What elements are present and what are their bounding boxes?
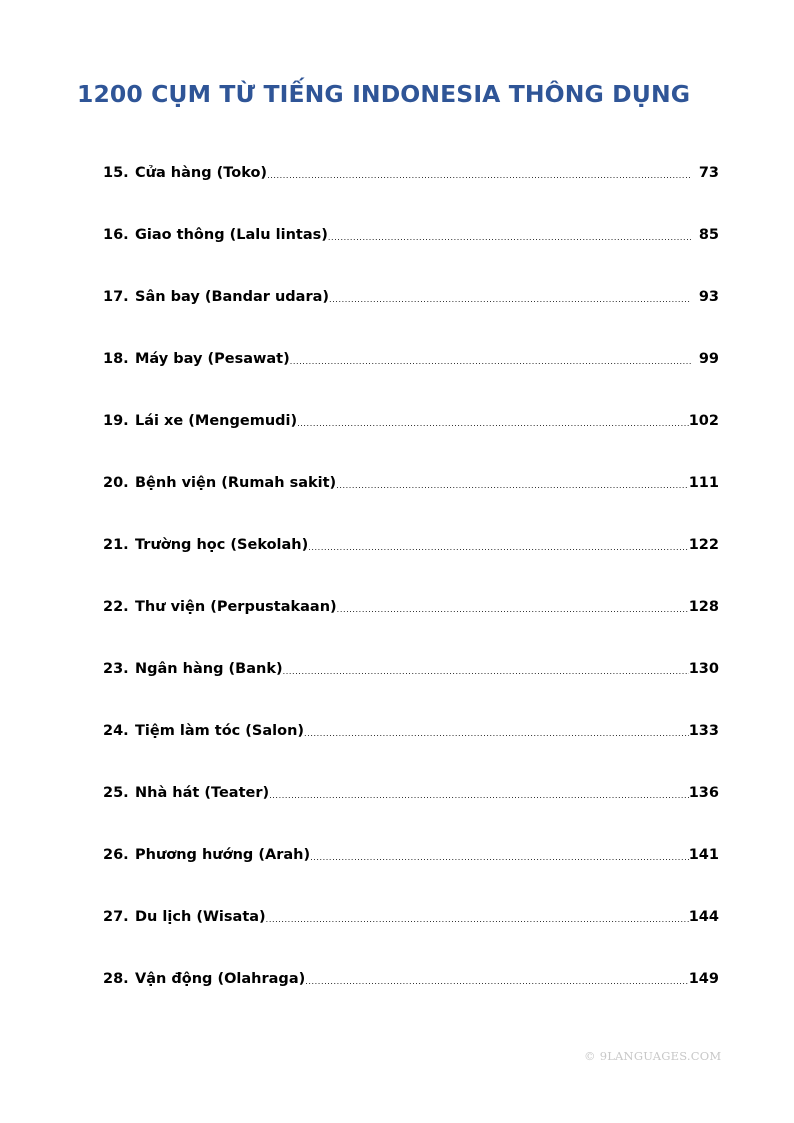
- toc-entry-number: 21.: [103, 537, 129, 553]
- toc-entry-page: 102: [688, 413, 719, 429]
- toc-dot-leader: [337, 601, 689, 618]
- toc-entry-title: Cửa hàng (Toko): [135, 165, 268, 181]
- toc-entry-number: 17.: [103, 289, 129, 305]
- toc-entry-number: 15.: [103, 165, 129, 181]
- toc-entry-page: 149: [688, 971, 719, 987]
- toc-dot-leader: [308, 539, 688, 556]
- toc-entry-page: 111: [688, 475, 719, 491]
- toc-dot-leader: [297, 415, 689, 432]
- toc-entry[interactable]: [103, 842, 719, 904]
- toc-entry-number: 28.: [103, 971, 129, 987]
- toc-entry-number: 22.: [103, 599, 129, 615]
- toc-entry-title: Ngân hàng (Bank): [135, 661, 283, 677]
- toc-dot-leader: [305, 973, 688, 990]
- toc-dot-leader: [329, 291, 691, 308]
- toc-entry-title: Lái xe (Mengemudi): [135, 413, 298, 429]
- toc-entry-page: 133: [688, 723, 719, 739]
- watermark-text: 9LANGUAGES.COM: [599, 1049, 722, 1063]
- toc-entry-page: 128: [688, 599, 719, 615]
- toc-entry-page: 141: [688, 847, 719, 863]
- toc-entry-number: 16.: [103, 227, 129, 243]
- toc-entry-title: Sân bay (Bandar udara): [135, 289, 330, 305]
- table-of-contents: [103, 160, 719, 1028]
- toc-entry[interactable]: [103, 408, 719, 470]
- toc-entry[interactable]: [103, 780, 719, 842]
- toc-entry-number: 19.: [103, 413, 129, 429]
- toc-entry[interactable]: [103, 346, 719, 408]
- toc-entry[interactable]: [103, 222, 719, 284]
- toc-dot-leader: [304, 725, 689, 742]
- toc-entry-number: 18.: [103, 351, 129, 367]
- toc-entry-title: Thư viện (Perpustakaan): [135, 599, 337, 615]
- toc-entry[interactable]: [103, 656, 719, 718]
- toc-dot-leader: [328, 229, 691, 246]
- toc-entry-title: Phương hướng (Arah): [135, 847, 311, 863]
- toc-entry-number: 24.: [103, 723, 129, 739]
- toc-dot-leader: [310, 849, 689, 866]
- page-title: 1200 CỤM TỪ TIẾNG INDONESIA THÔNG DỤNG: [77, 80, 691, 108]
- toc-entry-page: 144: [688, 909, 719, 925]
- toc-entry-page: 99: [698, 351, 719, 367]
- toc-entry-number: 25.: [103, 785, 129, 801]
- toc-entry-page: 136: [688, 785, 719, 801]
- toc-entry-title: Trường học (Sekolah): [135, 537, 309, 553]
- copyright-icon: ©: [584, 1049, 596, 1063]
- toc-dot-leader: [283, 663, 689, 680]
- toc-entry-page: 130: [688, 661, 719, 677]
- toc-entry-number: 27.: [103, 909, 129, 925]
- toc-entry[interactable]: [103, 532, 719, 594]
- toc-entry-title: Nhà hát (Teater): [135, 785, 270, 801]
- toc-entry-number: 23.: [103, 661, 129, 677]
- toc-entry-page: 122: [688, 537, 719, 553]
- toc-entry[interactable]: [103, 284, 719, 346]
- toc-entry[interactable]: [103, 904, 719, 966]
- toc-entry-title: Tiệm làm tóc (Salon): [135, 723, 305, 739]
- toc-entry[interactable]: [103, 966, 719, 1028]
- toc-dot-leader: [266, 911, 689, 928]
- toc-entry-page: 85: [698, 227, 719, 243]
- toc-entry-title: Máy bay (Pesawat): [135, 351, 290, 367]
- toc-entry-page: 93: [698, 289, 719, 305]
- toc-entry-page: 73: [698, 165, 719, 181]
- toc-entry-title: Vận động (Olahraga): [135, 971, 306, 987]
- watermark: [584, 1049, 721, 1063]
- toc-entry[interactable]: [103, 718, 719, 780]
- toc-dot-leader: [267, 167, 691, 184]
- toc-dot-leader: [336, 477, 689, 494]
- toc-dot-leader: [269, 787, 689, 804]
- toc-dot-leader: [290, 353, 691, 370]
- toc-entry[interactable]: [103, 594, 719, 656]
- toc-entry[interactable]: [103, 160, 719, 222]
- toc-entry-number: 20.: [103, 475, 129, 491]
- toc-entry-title: Bệnh viện (Rumah sakit): [135, 475, 337, 491]
- toc-entry-title: Du lịch (Wisata): [135, 909, 266, 925]
- toc-entry[interactable]: [103, 470, 719, 532]
- toc-entry-number: 26.: [103, 847, 129, 863]
- toc-entry-title: Giao thông (Lalu lintas): [135, 227, 328, 243]
